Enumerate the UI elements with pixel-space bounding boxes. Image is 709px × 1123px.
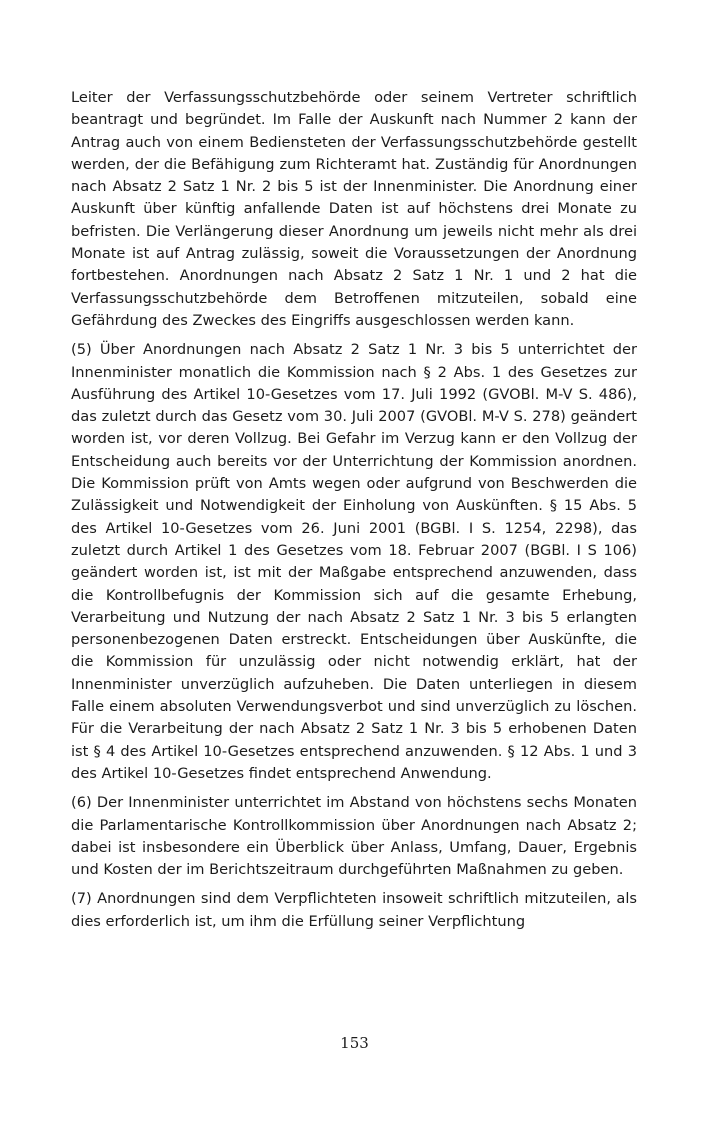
paragraph-7: (7) Anordnungen sind dem Verpflichteten insoweit schriftlich mitzuteilen, als dies erforderlich ist, um ihm die Erfüllung seiner Verpflichtung <box>71 890 637 930</box>
page-body <box>71 87 637 940</box>
paragraph-6: (6) Der Innenminister unterrichtet im Abstand von höchstens sechs Monaten die Parlamentarische Kontrollkommission über Anordnungen nach Absatz 2; dabei ist insbesondere ein Überblick über Anlass, Umfang, Dauer, Ergebnis und Kosten der im Berichtszeitraum durchgeführten Maßnahmen zu geben. <box>71 794 637 879</box>
paragraph-5: (5) Über Anordnungen nach Absatz 2 Satz 1 Nr. 3 bis 5 unterrichtet der Innenminister monatlich die Kommission nach § 2 Abs. 1 des Gesetzes zur Ausführung des Artikel 10-Gesetzes vom 17. Juli 1992 (GVOBl. M-V S. 486), das zuletzt durch das Gesetz vom 30. Juli 2007 (GVOBl. M-V S. 278) geändert worden ist, vor deren Vollzug. Bei Gefahr im Verzug kann er den Vollzug der Entscheidung auch bereits vor der Unterrichtung der Kommission anordnen. Die Kommission prüft von Amts wegen oder aufgrund von Beschwerden die Zulässigkeit und Notwendigkeit der Einholung von Auskünften. § 15 Abs. 5 des Artikel 10-Gesetzes vom 26. Juni 2001 (BGBl. I S. 1254, 2298), das zuletzt durch Artikel 1 des Gesetzes vom 18. Februar 2007 (BGBl. I S 106) geändert worden ist, ist mit der Maßgabe entsprechend anzuwenden, dass die Kontrollbefugnis der Kommission sich auf die gesamte Erhebung, Verarbeitung und Nutzung der nach Absatz 2 Satz 1 Nr. 3 bis 5 erlangten personenbezogenen Daten erstreckt. Entscheidungen über Auskünfte, die die Kommission für unzulässig oder nicht notwendig erklärt, hat der Innenminister unverzüglich aufzuheben. Die Daten unterliegen in diesem Falle einem absoluten Verwendungsverbot und sind unverzüglich zu löschen. Für die Verarbeitung der nach Absatz 2 Satz 1 Nr. 3 bis 5 erhobenen Daten ist § 4 des Artikel 10-Gesetzes entsprechend anzuwenden. § 12 Abs. 1 und 3 des Artikel 10-Gesetzes findet entsprechend Anwendung. <box>71 341 637 782</box>
page-number: 153 <box>340 1034 369 1052</box>
paragraph-continuation: Leiter der Verfassungsschutzbehörde oder seinem Vertreter schriftlich beantragt und begründet. Im Falle der Auskunft nach Nummer 2 kann der Antrag auch von einem Bediensteten der Verfassungsschutzbehörde gestellt werden, der die Befähigung zum Richteramt hat. Zuständig für Anordnungen nach Absatz 2 Satz 1 Nr. 2 bis 5 ist der Innenminister. Die Anordnung einer Auskunft über künftig anfallende Daten ist auf höchstens drei Monate zu befristen. Die Verlängerung dieser Anordnung um jeweils nicht mehr als drei Monate ist auf Antrag zulässig, soweit die Voraussetzungen der Anordnung fortbestehen. Anordnungen nach Absatz 2 Satz 1 Nr. 1 und 2 hat die Verfassungsschutzbehörde dem Betroffenen mitzuteilen, sobald eine Gefährdung des Zweckes des Eingriffs ausgeschlossen werden kann. <box>71 89 637 329</box>
